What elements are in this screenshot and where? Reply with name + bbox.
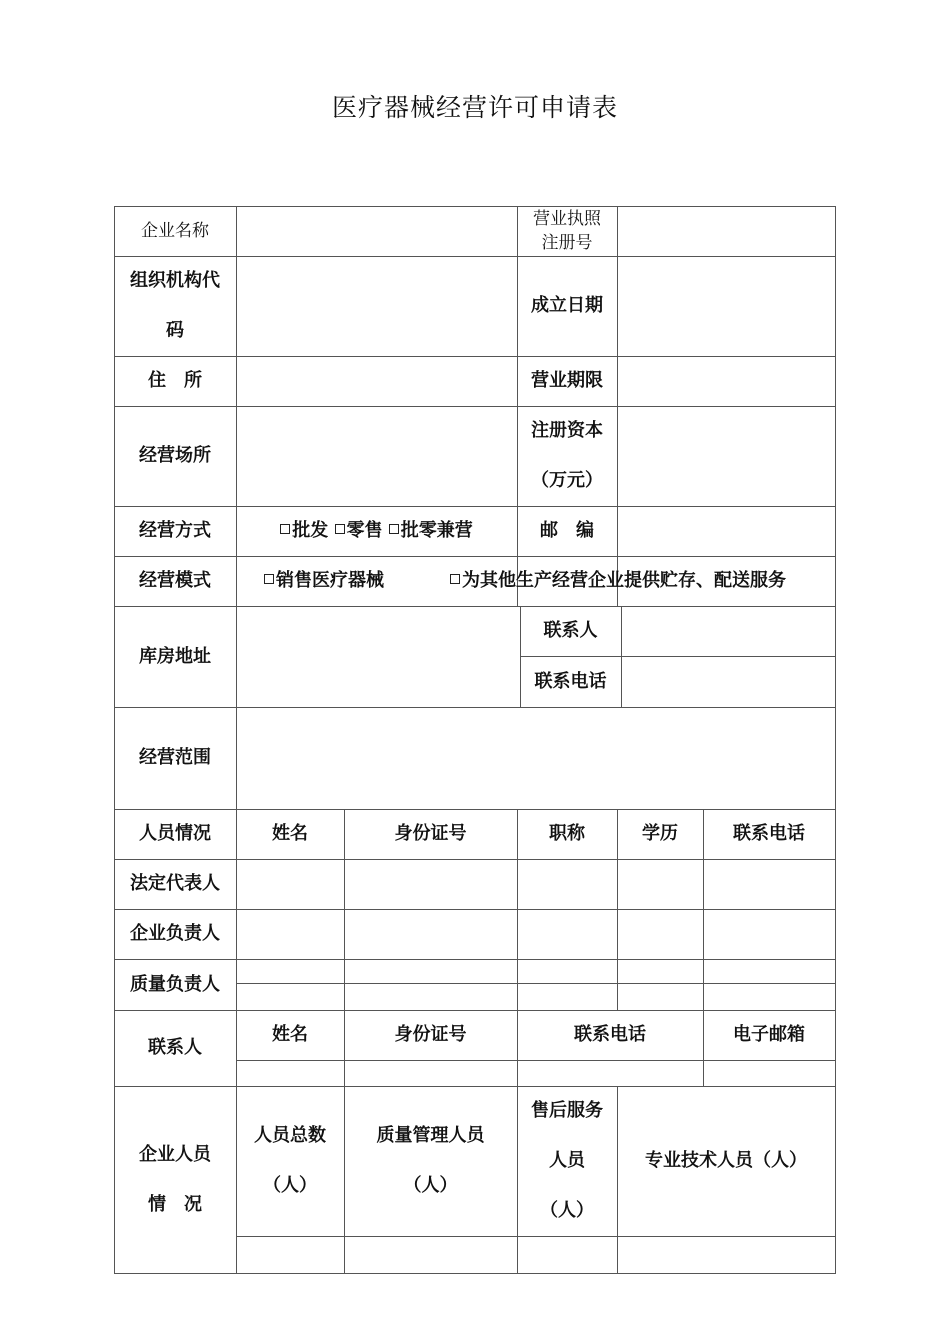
staff-header-total <box>236 1086 344 1236</box>
contact-header-email: 电子邮箱 <box>733 1024 805 1045</box>
checkbox-icon <box>280 524 290 534</box>
label-legal-rep: 法定代表人 <box>130 873 220 894</box>
label-capital-line2: （万元） <box>531 470 603 491</box>
label-personnel: 人员情况 <box>139 823 211 844</box>
option-wholesale-label: 批发 <box>292 520 329 541</box>
label-contact: 联系人 <box>543 620 598 641</box>
option-wholesale[interactable] <box>280 506 328 556</box>
checkbox-icon <box>335 524 345 534</box>
row-line <box>114 1273 836 1274</box>
option-retail[interactable] <box>335 506 383 556</box>
label-warehouse: 库房地址 <box>139 645 211 667</box>
row-line <box>236 1236 836 1237</box>
option-storage[interactable] <box>450 556 830 606</box>
label-license-no-line2: 注册号 <box>541 233 593 253</box>
label-company-head: 企业负责人 <box>130 923 220 944</box>
header-title: 职称 <box>549 823 585 844</box>
checkbox-icon <box>264 574 274 584</box>
option-retail-label: 零售 <box>346 520 383 541</box>
header-name: 姓名 <box>272 823 308 844</box>
page-title: 医疗器械经营许可申请表 <box>331 93 618 122</box>
col-line <box>621 606 622 707</box>
label-org-code <box>114 256 236 356</box>
label-established: 成立日期 <box>531 295 603 316</box>
label-org-code-line2: 码 <box>166 320 184 341</box>
label-residence: 住 所 <box>148 370 202 391</box>
label-staff-line2: 情 况 <box>148 1193 202 1215</box>
staff-header-quality-line2: （人） <box>403 1175 458 1196</box>
label-contact-phone: 联系电话 <box>534 670 607 692</box>
row-line <box>236 1060 836 1061</box>
contact-header-phone: 联系电话 <box>574 1024 646 1045</box>
label-mode: 经营方式 <box>139 520 211 541</box>
col-line <box>617 206 618 606</box>
label-postcode: 邮 编 <box>540 520 594 541</box>
checkbox-icon <box>389 524 399 534</box>
option-sell[interactable] <box>236 556 462 606</box>
contact-header-id: 身份证号 <box>394 1024 467 1045</box>
label-capital <box>517 406 617 506</box>
label-staff <box>114 1086 236 1273</box>
staff-header-quality <box>344 1086 517 1236</box>
staff-header-aftersale-line3: （人） <box>540 1200 594 1221</box>
header-id: 身份证号 <box>394 823 467 844</box>
staff-header-technical: 专业技术人员（人） <box>645 1150 807 1171</box>
label-org-code-line1: 组织机构代 <box>130 270 220 291</box>
label-license-no-line1: 营业执照 <box>533 209 601 229</box>
label-company-name: 企业名称 <box>141 221 209 241</box>
staff-header-aftersale-line2: 人员 <box>549 1150 585 1171</box>
checkbox-icon <box>450 574 460 584</box>
header-phone: 联系电话 <box>733 823 805 844</box>
label-capital-line1: 注册资本 <box>531 420 603 441</box>
header-education: 学历 <box>642 823 678 844</box>
label-model: 经营模式 <box>139 570 211 591</box>
staff-header-quality-line1: 质量管理人员 <box>376 1125 485 1146</box>
option-both-label: 批零兼营 <box>400 520 473 541</box>
label-contact-person: 联系人 <box>148 1037 202 1058</box>
staff-header-total-line2: （人） <box>263 1175 317 1196</box>
row-line <box>236 983 836 984</box>
label-scope: 经营范围 <box>139 747 211 768</box>
label-premises: 经营场所 <box>139 445 211 466</box>
contact-header-name: 姓名 <box>272 1024 308 1045</box>
staff-header-aftersale-line1: 售后服务 <box>531 1100 603 1121</box>
option-storage-label: 为其他生产经营企业提供贮存、配送服务 <box>462 570 786 591</box>
col-line <box>835 206 836 1274</box>
mode-options <box>236 506 517 556</box>
option-both[interactable] <box>389 506 473 556</box>
label-staff-line1: 企业人员 <box>139 1143 211 1165</box>
label-business-term: 营业期限 <box>531 370 603 391</box>
staff-header-aftersale <box>517 1086 617 1236</box>
label-quality-head: 质量负责人 <box>130 973 220 995</box>
staff-header-total-line1: 人员总数 <box>254 1125 326 1146</box>
option-sell-label: 销售医疗器械 <box>276 570 384 591</box>
label-license-no <box>517 206 617 256</box>
